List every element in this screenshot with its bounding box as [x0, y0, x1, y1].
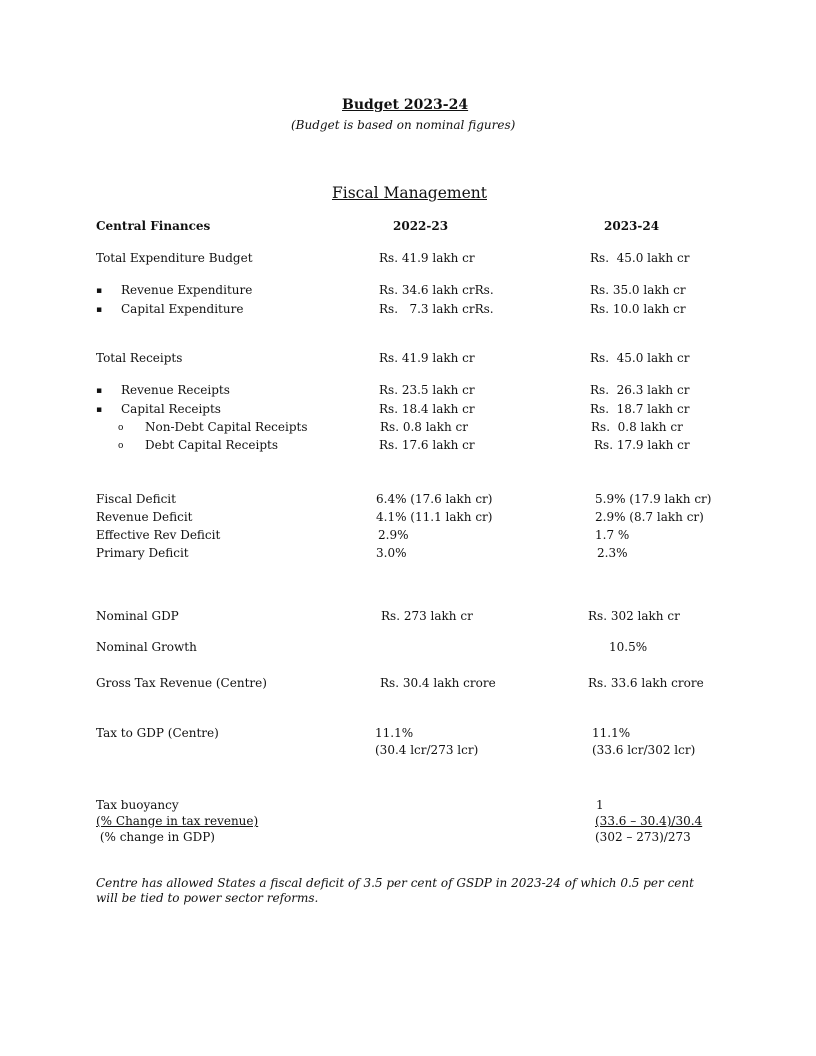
row-label-revenue-deficit: Revenue Deficit: [96, 510, 193, 524]
value-2022-23: Rs. 34.6 lakh crRs.: [379, 283, 494, 297]
value-2022-23-detail: (30.4 lcr/273 lcr): [375, 743, 479, 757]
value-2022-23: 2.9%: [378, 528, 409, 542]
value-2023-24: Rs. 35.0 lakh cr: [590, 283, 686, 297]
row-label-effective-rev-deficit: Effective Rev Deficit: [96, 528, 221, 542]
value-2022-23: Rs. 7.3 lakh crRs.: [379, 302, 494, 316]
bullet-icon: ▪: [96, 386, 103, 396]
value-2022-23: 6.4% (17.6 lakh cr): [376, 492, 493, 506]
row-label-total-expenditure: Total Expenditure Budget: [96, 251, 253, 265]
value-2022-23: 11.1%: [375, 726, 414, 740]
page-subtitle: (Budget is based on nominal figures): [291, 118, 516, 132]
value-2022-23: 4.1% (11.1 lakh cr): [376, 510, 493, 524]
row-label-capital-expenditure: Capital Expenditure: [121, 302, 244, 316]
buoyancy-numerator-value: (33.6 – 30.4)/30.4: [595, 814, 703, 828]
value-2022-23: Rs. 41.9 lakh cr: [379, 251, 475, 265]
buoyancy-denominator-value: (302 – 273)/273: [595, 830, 691, 844]
value-2023-24: 2.9% (8.7 lakh cr): [595, 510, 704, 524]
value-2023-24: Rs. 45.0 lakh cr: [590, 351, 690, 365]
value-2023-24-detail: (33.6 lcr/302 lcr): [592, 743, 696, 757]
value-2022-23: Rs. 30.4 lakh crore: [380, 676, 496, 690]
value-2023-24: Rs. 10.0 lakh cr: [590, 302, 686, 316]
sub-bullet-icon: o: [118, 423, 124, 433]
bullet-icon: ▪: [96, 405, 103, 415]
bullet-icon: ▪: [96, 286, 103, 296]
row-label-nominal-gdp: Nominal GDP: [96, 609, 179, 623]
value-2023-24: 2.3%: [597, 546, 628, 560]
bullet-icon: ▪: [96, 305, 103, 315]
value-2022-23: Rs. 18.4 lakh cr: [379, 402, 475, 416]
row-label-revenue-expenditure: Revenue Expenditure: [121, 283, 253, 297]
value-2022-23: Rs. 41.9 lakh cr: [379, 351, 475, 365]
value-2023-24: 1.7 %: [595, 528, 630, 542]
section-heading: Fiscal Management: [332, 184, 487, 202]
value-2022-23: Rs. 17.6 lakh cr: [379, 438, 475, 452]
buoyancy-value: 1: [596, 798, 604, 812]
row-label-primary-deficit: Primary Deficit: [96, 546, 189, 560]
value-2023-24: 11.1%: [592, 726, 631, 740]
buoyancy-numerator-label: (% Change in tax revenue): [96, 814, 259, 828]
value-2022-23: 3.0%: [376, 546, 407, 560]
row-label-fiscal-deficit: Fiscal Deficit: [96, 492, 176, 506]
footnote: Centre has allowed States a fiscal deficit of 3.5 per cent of GSDP in 2023-24 of which 0.5 per cent will be tied to power sector reforms.: [96, 876, 694, 905]
row-label-revenue-receipts: Revenue Receipts: [121, 383, 230, 397]
column-header-label: Central Finances: [96, 219, 211, 233]
value-2023-24: Rs. 0.8 lakh cr: [591, 420, 683, 434]
value-2023-24: 10.5%: [609, 640, 648, 654]
row-label-tax-buoyancy: Tax buoyancy: [96, 798, 179, 812]
page-title: Budget 2023-24: [342, 97, 469, 113]
buoyancy-denominator-label: (% change in GDP): [96, 830, 215, 844]
value-2023-24: Rs. 26.3 lakh cr: [590, 383, 690, 397]
column-header-2023-24: 2023-24: [604, 219, 660, 233]
value-2022-23: Rs. 0.8 lakh cr: [380, 420, 468, 434]
value-2023-24: Rs. 33.6 lakh crore: [588, 676, 704, 690]
row-label-total-receipts: Total Receipts: [96, 351, 183, 365]
value-2023-24: Rs. 302 lakh cr: [588, 609, 680, 623]
row-label-gross-tax-revenue: Gross Tax Revenue (Centre): [96, 676, 267, 690]
value-2023-24: 5.9% (17.9 lakh cr): [595, 492, 712, 506]
value-2023-24: Rs. 18.7 lakh cr: [590, 402, 690, 416]
column-header-2022-23: 2022-23: [393, 219, 449, 233]
value-2023-24: Rs. 45.0 lakh cr: [590, 251, 690, 265]
row-label-non-debt-capital-receipts: Non-Debt Capital Receipts: [145, 420, 308, 434]
value-2022-23: Rs. 273 lakh cr: [381, 609, 473, 623]
row-label-nominal-growth: Nominal Growth: [96, 640, 197, 654]
sub-bullet-icon: o: [118, 441, 124, 451]
row-label-debt-capital-receipts: Debt Capital Receipts: [145, 438, 278, 452]
row-label-tax-to-gdp: Tax to GDP (Centre): [96, 726, 219, 740]
row-label-capital-receipts: Capital Receipts: [121, 402, 221, 416]
value-2022-23: Rs. 23.5 lakh cr: [379, 383, 475, 397]
value-2023-24: Rs. 17.9 lakh cr: [594, 438, 690, 452]
